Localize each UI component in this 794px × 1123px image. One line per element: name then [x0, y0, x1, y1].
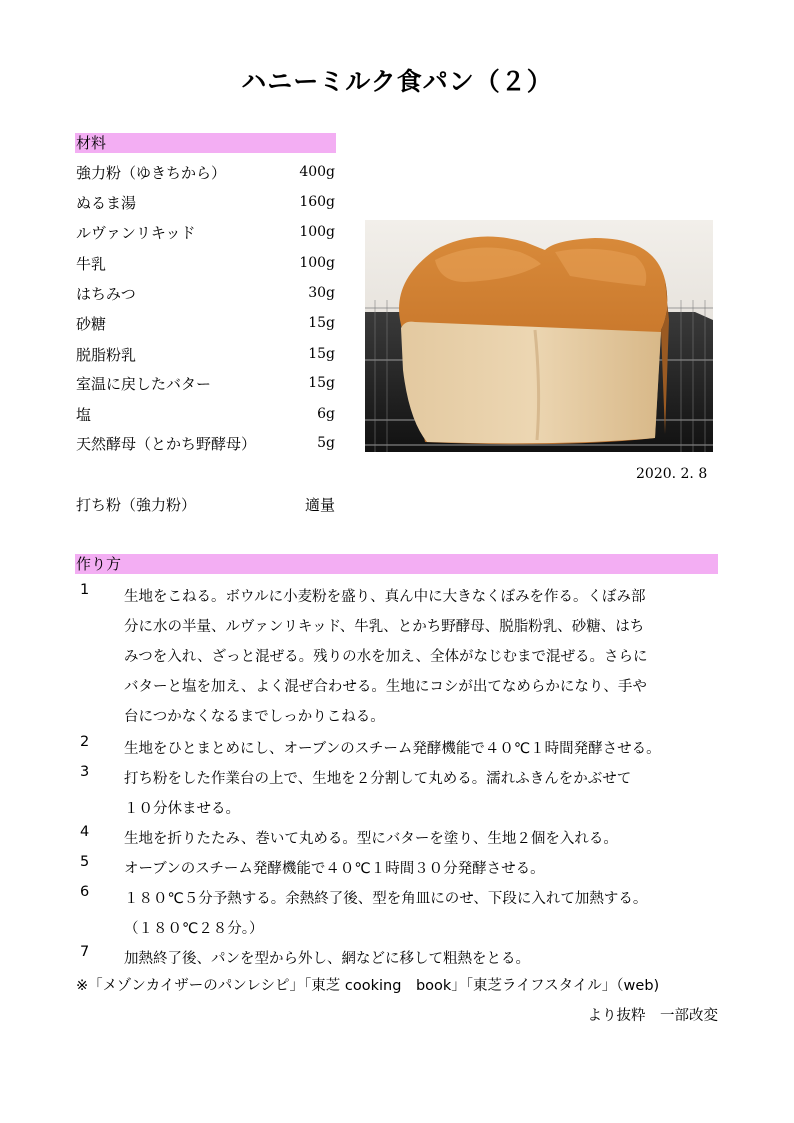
step-line: 生地をひとまとめにし、オーブンのスチーム発酵機能で４０℃１時間発酵させる。	[124, 741, 661, 757]
step-number: 6	[80, 884, 90, 900]
step-text	[124, 582, 724, 732]
step-line: オーブンのスチーム発酵機能で４０℃１時間３０分発酵させる。	[124, 861, 545, 877]
ingredient-amount: 6g	[317, 406, 335, 422]
ingredient-name: 強力粉（ゆきちから）	[76, 164, 227, 182]
step-line: 分に水の半量、ルヴァンリキッド、牛乳、とかち野酵母、脱脂粉乳、砂糖、はち	[124, 619, 645, 635]
step-line: 台につかなくなるまでしっかりこねる。	[124, 709, 385, 725]
step-line: （１８０℃２８分。）	[124, 921, 264, 937]
ingredient-name: 牛乳	[76, 255, 107, 273]
dusting-row	[76, 494, 335, 524]
photo-date: 2020. 2. 8	[636, 466, 708, 482]
step-line: バターと塩を加え、よく混ぜ合わせる。生地にコシが出てなめらかになり、手や	[124, 679, 647, 695]
ingredient-amount: 30g	[308, 285, 335, 301]
ingredient-amount: 15g	[308, 375, 335, 391]
step-number: 7	[80, 944, 90, 960]
ingredient-amount: 160g	[299, 194, 335, 210]
ingredient-row	[76, 404, 335, 434]
source-note-2: より抜粋 一部改変	[587, 1008, 718, 1024]
ingredient-row	[76, 433, 335, 463]
page-title: ハニーミルク食パン（２）	[241, 67, 553, 96]
ingredients-header: 材料	[75, 133, 336, 153]
step-text	[124, 884, 724, 944]
step-number: 1	[80, 582, 90, 598]
step-line: 生地を折りたたみ、巻いて丸める。型にバターを塗り、生地２個を入れる。	[124, 831, 618, 847]
step-text	[124, 764, 724, 824]
ingredient-amount: 100g	[299, 224, 335, 240]
ingredient-row	[76, 313, 335, 343]
step-text	[124, 854, 724, 884]
step-text	[124, 944, 724, 974]
ingredient-name: 塩	[76, 406, 92, 424]
step-text	[124, 734, 724, 764]
ingredient-row	[76, 253, 335, 283]
ingredient-row	[76, 162, 335, 192]
source-note: ※「メゾンカイザーのパンレシピ」「東芝 cooking book」「東芝ライフスタイル」（web)	[76, 978, 660, 994]
step-number: 4	[80, 824, 90, 840]
step-number: 5	[80, 854, 90, 870]
ingredient-name: ぬるま湯	[76, 194, 137, 212]
ingredient-amount: 15g	[308, 346, 335, 362]
ingredient-amount: 5g	[317, 435, 335, 451]
bread-photo	[365, 220, 713, 452]
ingredient-name: 砂糖	[76, 315, 107, 333]
ingredient-amount: 100g	[299, 255, 335, 271]
ingredient-row	[76, 344, 335, 374]
ingredient-row	[76, 192, 335, 222]
ingredient-name: ルヴァンリキッド	[76, 224, 196, 242]
ingredient-name: 室温に戻したバター	[76, 375, 212, 393]
step-number: 3	[80, 764, 90, 780]
ingredient-row	[76, 283, 335, 313]
step-line: １８０℃５分予熱する。余熱終了後、型を角皿にのせ、下段に入れて加熱する。	[124, 891, 648, 907]
step-line: 生地をこねる。ボウルに小麦粉を盛り、真ん中に大きなくぼみを作る。くぼみ部	[124, 589, 646, 605]
ingredient-name: はちみつ	[76, 285, 136, 303]
ingredient-name: 脱脂粉乳	[76, 346, 137, 364]
ingredient-row	[76, 373, 335, 403]
step-text	[124, 824, 724, 854]
step-line: 加熱終了後、パンを型から外し、網などに移して粗熱をとる。	[124, 951, 530, 967]
step-line: 打ち粉をした作業台の上で、生地を２分割して丸める。濡れふきんをかぶせて	[124, 771, 632, 787]
ingredient-row	[76, 222, 335, 252]
ingredient-name: 打ち粉（強力粉）	[76, 496, 197, 514]
method-header: 作り方	[75, 554, 718, 574]
step-line: １０分休ませる。	[124, 801, 240, 817]
step-line: みつを入れ、ざっと混ぜる。残りの水を加え、全体がなじむまで混ぜる。さらに	[124, 649, 648, 665]
ingredient-amount: 適量	[304, 496, 335, 514]
step-number: 2	[80, 734, 90, 750]
ingredient-amount: 15g	[308, 315, 335, 331]
ingredient-name: 天然酵母（とかち野酵母）	[76, 435, 257, 453]
ingredient-amount: 400g	[299, 164, 335, 180]
